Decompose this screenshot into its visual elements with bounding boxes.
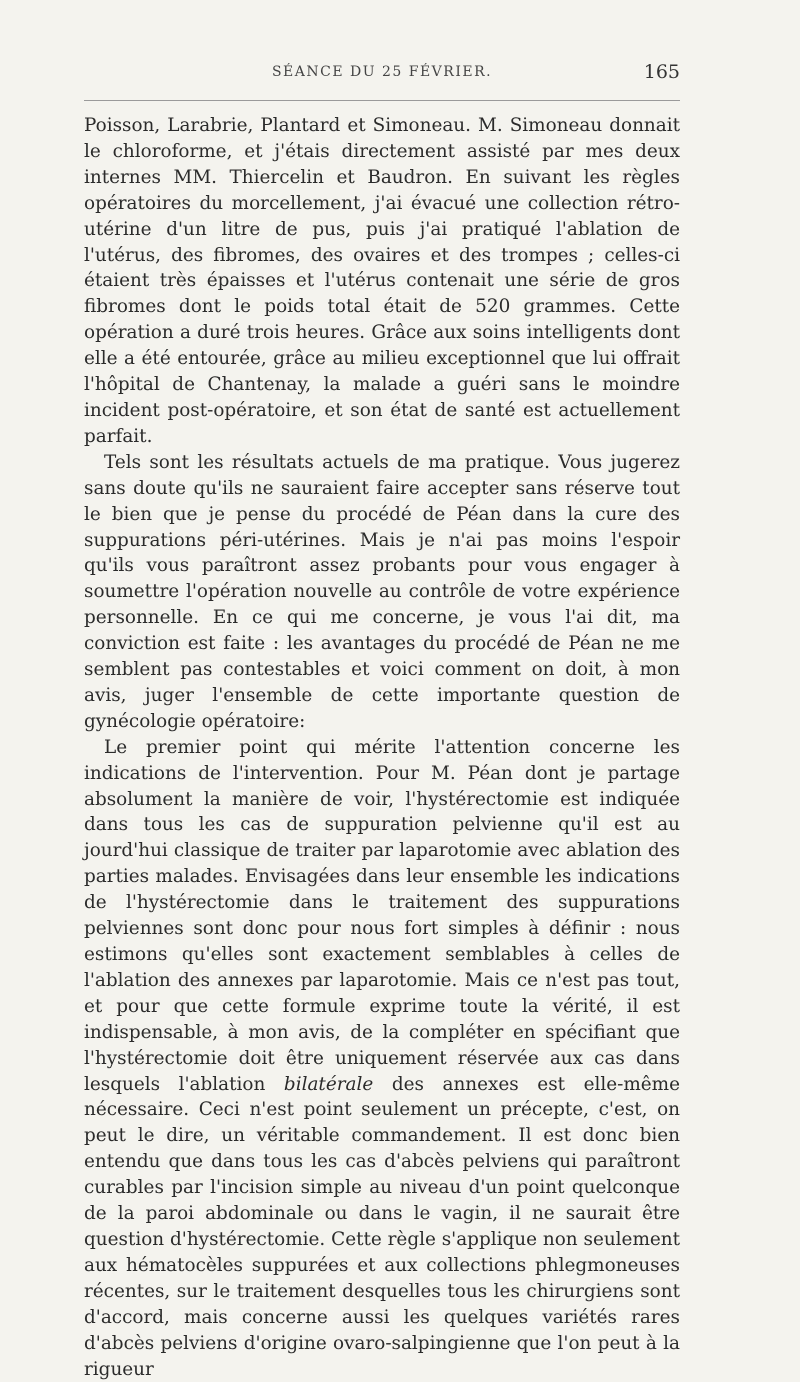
paragraph-3-part-1: Le premier point qui mérite l'attention concerne les indications de l'intervention. Pour M. Péan dont je partage absolument la manière de voir, l'hystérectomie est indiquée dans tous les cas de suppuration pelvienne qu'il est au jourd'hui classique de traiter par laparotomie avec ablation des parties malades. Envisagées dans leur ensemble les indications de l'hystérectomie dans le traitement des suppurations pelviennes sont donc pour nous fort simples à définir : nous estimons qu'elles sont exactement semblables à celles de l'ablation des annexes par laparotomie. Mais ce n'est pas tout, et pour que cette formule exprime toute la vérité, il est indispensable, à mon avis, de la compléter en spécifiant que l'hystérectomie doit être uniquement réservée aux cas dans lesquels l'ablation [84,736,680,1095]
paragraph-3 [84,735,680,1382]
page-header [84,61,680,88]
paragraph-3-part-2: des annexes est elle-même nécessaire. Ceci n'est point seulement un précepte, c'est, on peut le dire, un véritable commandement. Il est donc bien entendu que dans tous les cas d'abcès pelviens qui paraîtront curables par l'incision simple au niveau d'un point quelconque de la paroi abdominale ou dans le vagin, il ne saurait être question d'hystérectomie. Cette règle s'applique non seulement aux hématocèles suppurées et aux collections phlegmoneuses récentes, sur le traitement desquelles tous les chirurgiens sont d'accord, mais concerne aussi les quelques variétés rares d'abcès pelviens d'origine ovaro-salpingienne que l'on peut à la rigueur [84,1073,680,1380]
paragraph-2: Tels sont les résultats actuels de ma pratique. Vous jugerez sans doute qu'ils ne sauraient faire accepter sans réserve tout le bien que je pense du procédé de Péan dans la cure des suppurations péri-utérines. Mais je n'ai pas moins l'espoir qu'ils vous paraîtront assez probants pour vous engager à soumettre l'opération nouvelle au contrôle de votre expérience personnelle. En ce qui me concerne, je vous l'ai dit, ma conviction est faite : les avantages du procédé de Péan ne me semblent pas contestables et voici comment on doit, à mon avis, juger l'ensemble de cette importante question de gynécologie opératoire: [84,451,680,732]
body-text [84,113,680,1382]
paragraph-1: Poisson, Larabrie, Plantard et Simoneau. M. Simoneau donnait le chloroforme, et j'étais directement assisté par mes deux internes MM. Thiercelin et Baudron. En suivant les règles opératoires du morcellement, j'ai évacué une collection rétro-utérine d'un litre de pus, puis j'ai pratiqué l'ablation de l'utérus, des fibromes, des ovaires et des trompes ; celles-ci étaient très épaisses et l'utérus contenait une série de gros fibromes dont le poids total était de 520 grammes. Cette opération a duré trois heures. Grâce aux soins intelligents dont elle a été entourée, grâce au milieu exceptionnel que lui offrait l'hôpital de Chantenay, la malade a guéri sans le moindre incident post-opératoire, et son état de santé est actuellement parfait. [84,115,680,447]
page-number: 165 [643,61,680,83]
running-head: SÉANCE DU 25 FÉVRIER. [271,64,493,80]
header-rule [84,100,680,101]
italic-emphasis: bilatérale [283,1073,374,1095]
